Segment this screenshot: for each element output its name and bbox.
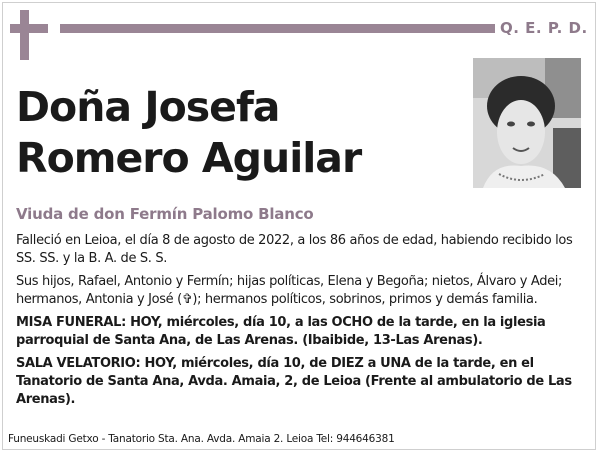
death-paragraph: Falleció en Leioa, el día 8 de agosto de 2022, a los 86 años de edad, habiendo recibido los SS. SS. y la B. A. de S. S. [16,233,573,266]
header-divider [60,24,495,33]
obituary-body [16,232,586,414]
qepd-label: Q. E. P. D. [500,19,588,37]
cross-icon-bar [10,24,48,33]
portrait-image [473,58,581,188]
widow-subtitle: Viuda de don Fermín Palomo Blanco [16,205,314,223]
deceased-name [16,82,456,184]
cross-icon [20,10,29,60]
funeral-mass-paragraph: MISA FUNERAL: HOY, miércoles, día 10, a las OCHO de la tarde, en la iglesia parroquial de Santa Ana, de Las Arenas. (Ibaibide, 13-Las Arenas). [16,315,546,348]
deceased-photo [473,58,581,188]
name-line-2: Romero Aguilar [16,134,362,182]
wake-room-paragraph: SALA VELATORIO: HOY, miércoles, día 10, de DIEZ a UNA de la tarde, en el Tanatorio de Santa Ana, Avda. Amaia, 2, de Leioa (Frente al ambulatorio de Las Arenas). [16,356,572,407]
funeral-home-footer: Funeuskadi Getxo - Tanatorio Sta. Ana. Avda. Amaia 2. Leioa Tel: 944646381 [8,433,395,445]
family-paragraph: Sus hijos, Rafael, Antonio y Fermín; hijas políticas, Elena y Begoña; nietos, Álvaro y Adei; hermanos, Antonia y José (✞); hermanos políticos, sobrinos, primos y demás familia. [16,274,563,307]
name-line-1: Doña Josefa [16,83,280,131]
